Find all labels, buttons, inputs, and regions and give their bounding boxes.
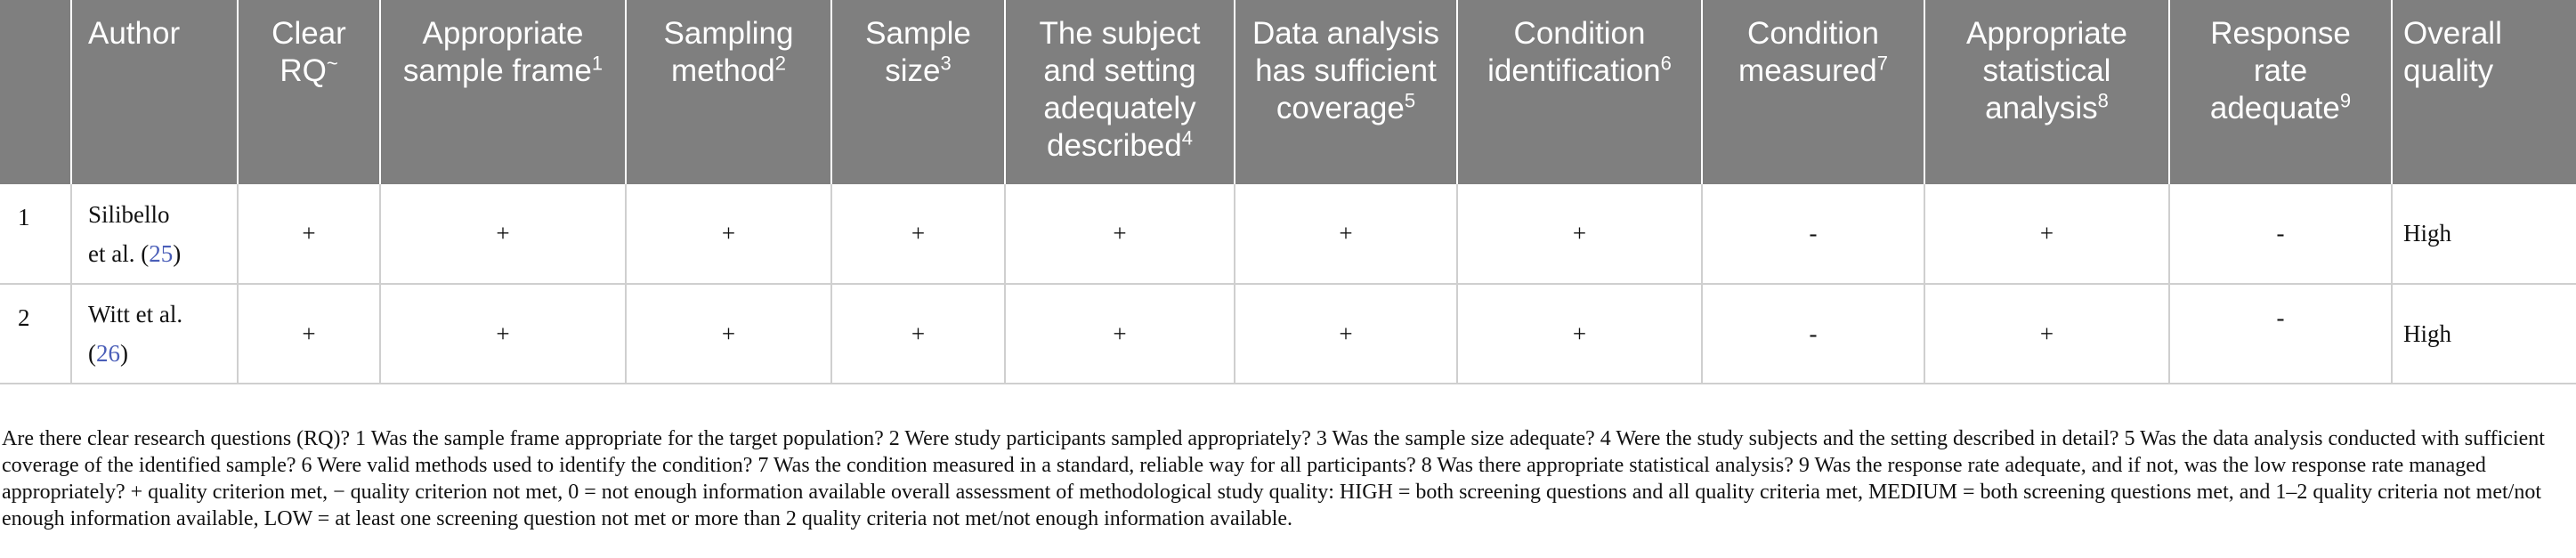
cell-sample-frame: +	[380, 184, 626, 284]
column-header-author: Author	[71, 0, 238, 184]
column-header-sample-size: Sample size$^3$	[831, 0, 1005, 184]
cell-response-rate: -	[2169, 184, 2392, 284]
row-number: 1	[0, 184, 71, 284]
cell-sample-size: +	[831, 184, 1005, 284]
column-header-subject-setting: The subject and setting adequately described$^4$	[1005, 0, 1235, 184]
column-header-sampling-method: Sampling method$^2$	[626, 0, 831, 184]
cell-sampling-method: +	[626, 284, 831, 384]
column-header-condition-measured: Condition measured$^7$	[1702, 0, 1924, 184]
author-cell: Witt et al. (26)	[71, 284, 238, 384]
cell-overall-quality: High	[2392, 184, 2576, 284]
column-header-condition-identification: Condition identification$^6$	[1457, 0, 1702, 184]
author-name: Silibello	[88, 200, 170, 228]
cell-condition-measured: -	[1702, 184, 1924, 284]
author-name: Witt et al.	[88, 301, 183, 328]
cell-subject-setting: +	[1005, 284, 1235, 384]
table-footnote: Are there clear research questions (RQ)? 1 Was the sample frame appropriate for the target population? 2 Were study participants sampled appropriately? 3 Was the sample size adequate? 4 Were the study subjects and the setting described in detail? 5 Was the data analysis conducted with sufficient coverage of the identified sample? 6 Were valid methods used to identify the condition? 7 Was the condition measured in a standard, reliable way for all participants? 8 Was there appropriate statistical analysis? 9 Was the response rate adequate, and if not, was the low response rate managed appropriately? + quality criterion met, − quality criterion not met, 0 = not enough information available overall assessment of methodological study quality: HIGH = both screening questions and all quality criteria met, MEDIUM = both screening questions met, and 1–2 quality criteria not met/not enough information available, LOW = at least one screening question not met or more than 2 quality criteria not met/not enough information available.	[2, 427, 2545, 530]
cell-overall-quality: High	[2392, 284, 2576, 384]
row-number: 2	[0, 284, 71, 384]
table-row	[0, 184, 2576, 284]
column-header-data-analysis: Data analysis has sufficient coverage$^5$	[1235, 0, 1457, 184]
cell-statistical-analysis: +	[1924, 284, 2169, 384]
cell-sample-size: +	[831, 284, 1005, 384]
cell-sample-frame: +	[380, 284, 626, 384]
cell-condition-identification: +	[1457, 284, 1702, 384]
cell-clear-rq: +	[238, 184, 380, 284]
column-header-number	[0, 0, 71, 184]
table-header-row	[0, 0, 2576, 184]
reference-link[interactable]: 25	[149, 239, 174, 267]
cell-sampling-method: +	[626, 184, 831, 284]
cell-data-analysis: +	[1235, 284, 1457, 384]
cell-statistical-analysis: +	[1924, 184, 2169, 284]
column-header-sample-frame: Appropriate sample frame$^1$	[380, 0, 626, 184]
author-cell: Silibello et al. (25)	[71, 184, 238, 284]
column-header-response-rate: Response rate adequate$^9$	[2169, 0, 2392, 184]
cell-clear-rq: +	[238, 284, 380, 384]
reference-link[interactable]: 26	[96, 340, 120, 367]
author-suffix: et al. (	[88, 239, 150, 267]
column-header-overall-quality: Overall quality	[2392, 0, 2576, 184]
cell-data-analysis: +	[1235, 184, 1457, 284]
cell-condition-measured: -	[1702, 284, 1924, 384]
table-row	[0, 284, 2576, 384]
column-header-clear-rq: Clear RQ~	[238, 0, 380, 184]
cell-subject-setting: +	[1005, 184, 1235, 284]
column-header-statistical-analysis: Appropriate statistical analysis$^8$	[1924, 0, 2169, 184]
author-suffix: (	[88, 340, 96, 367]
cell-response-rate: -	[2169, 284, 2392, 384]
cell-condition-identification: +	[1457, 184, 1702, 284]
